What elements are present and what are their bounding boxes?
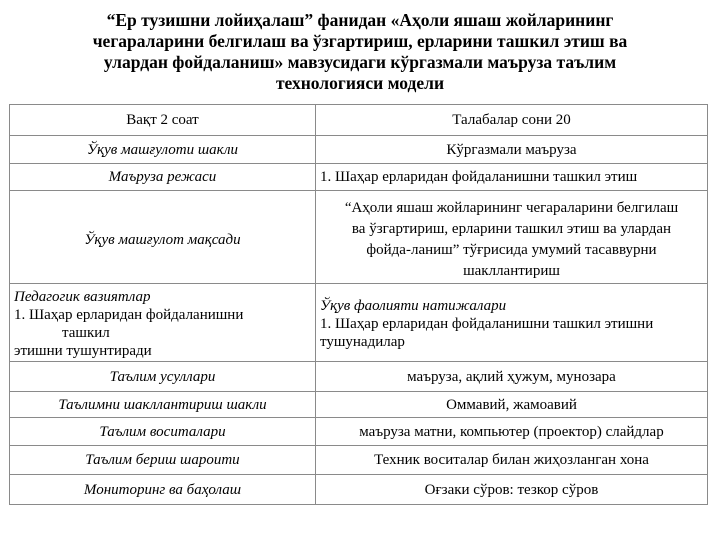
outcomes-line: тушунадилар <box>320 334 405 350</box>
table-row <box>10 191 708 284</box>
row-value: маъруза, ақлий ҳужум, мунозара <box>316 362 708 392</box>
row-label: Таълимни шакллантириш шакли <box>10 392 316 418</box>
row-value: маъруза матни, компьютер (проектор) слайдлар <box>316 418 708 446</box>
outcomes-line: 1. Шаҳар ерларидан фойдаланишни ташкил этишни <box>320 316 654 332</box>
page-title <box>30 10 690 94</box>
learning-outcomes-cell <box>316 284 708 362</box>
title-line: чегараларини белгилаш ва ўзгартириш, ерларини ташкил этиш ва <box>92 31 628 51</box>
pedagogical-situations-cell <box>10 284 316 362</box>
row-value: 1. Шаҳар ерларидан фойдаланишни ташкил этиш <box>316 164 708 191</box>
row-label: Маъруза режаси <box>10 164 316 191</box>
row-label: Ўқув машғулот мақсади <box>10 191 316 284</box>
table-row <box>10 105 708 136</box>
table-row <box>10 475 708 505</box>
row-label: Ўқув машғулоти шакли <box>10 136 316 164</box>
goal-line: шакллантириш <box>463 263 560 279</box>
situations-line: этишни тушунтиради <box>14 343 152 359</box>
table-row <box>10 392 708 418</box>
row-value: Оммавий, жамоавий <box>316 392 708 418</box>
row-label: Таълим усуллари <box>10 362 316 392</box>
table-row <box>10 164 708 191</box>
title-line: технологияси модели <box>275 73 445 93</box>
row-label: Мониторинг ва баҳолаш <box>10 475 316 505</box>
table-row <box>10 362 708 392</box>
row-value: Оғзаки сўров: тезкор сўров <box>316 475 708 505</box>
table-row <box>10 418 708 446</box>
students-cell: Талабалар сони 20 <box>316 105 708 136</box>
situations-line: ташкил <box>62 325 110 341</box>
lesson-model-table <box>9 104 708 505</box>
table-row <box>10 136 708 164</box>
table-row <box>10 284 708 362</box>
row-value: Кўргазмали маъруза <box>316 136 708 164</box>
row-value: Техник воситалар билан жиҳозланган хона <box>316 446 708 475</box>
time-cell: Вақт 2 соат <box>10 105 316 136</box>
title-line: “Ер тузишни лойиҳалаш” фанидан «Аҳоли яшаш жойларининг <box>106 10 614 30</box>
title-line: улардан фойдаланиш» мавзусидаги кўргазмали маъруза таълим <box>103 52 617 72</box>
row-label: Таълим воситалари <box>10 418 316 446</box>
goal-line: “Аҳоли яшаш жойларининг чегараларини белгилаш <box>344 200 679 216</box>
situations-heading: Педагогик вазиятлар <box>14 289 151 305</box>
lesson-goal-cell <box>316 191 708 284</box>
outcomes-heading: Ўқув фаолияти натижалари <box>320 298 507 314</box>
row-label: Таълим бериш шароити <box>10 446 316 475</box>
situations-line: 1. Шаҳар ерларидан фойдаланишни <box>14 307 244 323</box>
goal-line: фойда-ланиш” тўғрисида умумий тасаввурни <box>366 242 657 258</box>
table-row <box>10 446 708 475</box>
goal-line: ва ўзгартириш, ерларини ташкил этиш ва улардан <box>351 221 672 237</box>
